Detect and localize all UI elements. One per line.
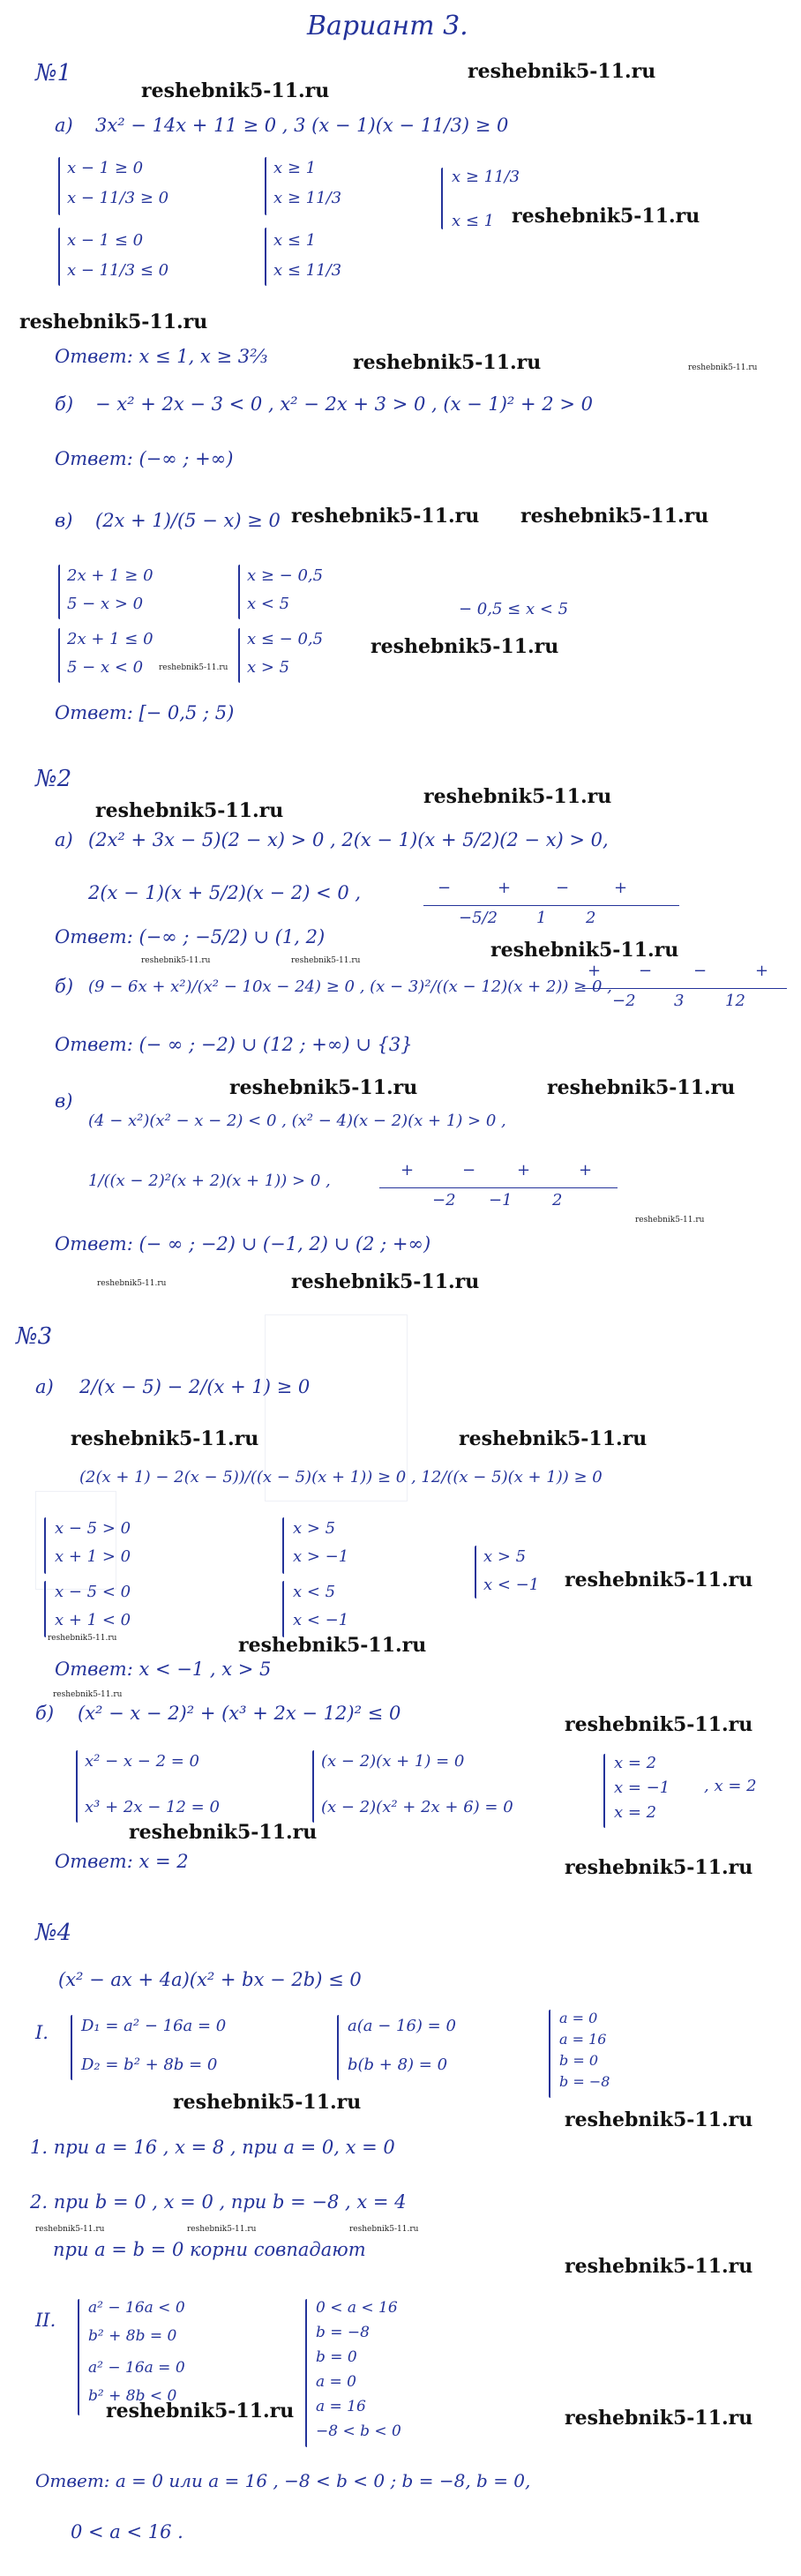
inequality: (4 − x²)(x² − x − 2) < 0 , (x² − 4)(x − 2)(x + 1) > 0 , <box>88 1112 506 1130</box>
system-brace <box>312 1750 314 1823</box>
watermark: reshebnik5-11.ru <box>95 799 284 822</box>
sign-axis: + − + + −2 −1 2 <box>379 1163 626 1233</box>
part-label: а) <box>55 829 73 850</box>
watermark: reshebnik5-11.ru <box>106 2400 295 2422</box>
system-line: a(a − 16) = 0 <box>348 2017 456 2035</box>
system-brace <box>58 157 60 215</box>
system-brace <box>549 2010 550 2098</box>
watermark: reshebnik5-11.ru <box>141 956 211 965</box>
system-line: x < 5 <box>293 1583 336 1601</box>
system-brace <box>603 1754 605 1828</box>
answer: Ответ: (− ∞ ; −2) ∪ (−1, 2) ∪ (2 ; +∞) <box>55 1233 431 1254</box>
watermark: reshebnik5-11.ru <box>565 2255 753 2278</box>
system-line: x ≥ 1 <box>273 159 317 177</box>
system-line: b = 0 <box>559 2052 598 2069</box>
watermark: reshebnik5-11.ru <box>468 60 656 83</box>
system-brace <box>282 1581 284 1637</box>
watermark: reshebnik5-11.ru <box>688 363 758 372</box>
system-line: b = −8 <box>316 2324 370 2341</box>
inequality: 1/((x − 2)²(x + 2)(x + 1)) > 0 , <box>88 1172 331 1190</box>
system-line: a² − 16a = 0 <box>88 2359 185 2377</box>
inequality: (2(x + 1) − 2(x − 5))/((x − 5)(x + 1)) ≥ 0 , 12/((x − 5)(x + 1)) ≥ 0 <box>79 1468 603 1486</box>
system-line: b = −8 <box>559 2073 610 2090</box>
system-brace <box>58 228 60 286</box>
task-number: №1 <box>35 60 72 86</box>
answer: Ответ: (− ∞ ; −2) ∪ (12 ; +∞) ∪ {3} <box>55 1034 413 1055</box>
system-line: D₂ = b² + 8b = 0 <box>81 2056 218 2074</box>
watermark: reshebnik5-11.ru <box>129 1821 318 1844</box>
solution-line: при a = b = 0 корни совпадают <box>53 2239 366 2260</box>
task-number: №3 <box>16 1323 53 1350</box>
system-line: a = 0 <box>316 2373 357 2391</box>
system-line: x < 5 <box>247 595 290 613</box>
system-line: a = 0 <box>559 2010 598 2026</box>
system-brace <box>441 168 443 229</box>
case-label: I. <box>35 2022 49 2043</box>
system-brace <box>71 2015 72 2080</box>
watermark: reshebnik5-11.ru <box>565 2407 753 2430</box>
system-line: 0 < a < 16 <box>316 2299 398 2317</box>
system-line: x < −1 <box>293 1611 349 1629</box>
result: , x = 2 <box>704 1777 757 1795</box>
watermark: reshebnik5-11.ru <box>423 785 612 808</box>
system-brace <box>475 1546 476 1599</box>
system-line: 2x + 1 ≤ 0 <box>67 630 153 648</box>
background-grid <box>35 1491 116 1590</box>
case-label: II. <box>35 2310 56 2331</box>
inequality: 2/(x − 5) − 2/(x + 1) ≥ 0 <box>79 1376 311 1397</box>
system-brace <box>44 1517 46 1574</box>
system-line: x > −1 <box>293 1547 349 1566</box>
system-line: x − 1 ≤ 0 <box>67 231 144 250</box>
system-brace <box>44 1581 46 1637</box>
system-line: a = 16 <box>559 2031 607 2048</box>
system-line: x³ + 2x − 12 = 0 <box>85 1798 220 1816</box>
inequality: (x² − x − 2)² + (x³ + 2x − 12)² ≤ 0 <box>78 1703 401 1724</box>
watermark: reshebnik5-11.ru <box>48 1634 117 1643</box>
watermark: reshebnik5-11.ru <box>53 1690 123 1699</box>
system-brace <box>337 2015 339 2080</box>
inequality: 3x² − 14x + 11 ≥ 0 , 3 (x − 1)(x − 11/3) ≥ 0 <box>95 115 509 136</box>
part-label: в) <box>55 510 73 531</box>
system-line: 5 − x > 0 <box>67 595 144 613</box>
watermark: reshebnik5-11.ru <box>238 1634 427 1657</box>
system-line: x − 11/3 ≥ 0 <box>67 189 169 207</box>
system-line: x ≤ 1 <box>273 231 317 250</box>
watermark: reshebnik5-11.ru <box>229 1076 418 1099</box>
answer: 0 < a < 16 . <box>71 2521 183 2542</box>
system-brace <box>78 2299 79 2415</box>
system-line: a² − 16a < 0 <box>88 2299 185 2317</box>
answer: Ответ: a = 0 или a = 16 , −8 < b < 0 ; b = −8, b = 0, <box>35 2470 531 2491</box>
system-line: x ≥ 11/3 <box>452 168 520 186</box>
system-line: 2x + 1 ≥ 0 <box>67 566 153 585</box>
system-line: b = 0 <box>316 2348 357 2366</box>
system-line: (x − 2)(x + 1) = 0 <box>321 1752 465 1771</box>
system-brace <box>238 565 240 619</box>
watermark: reshebnik5-11.ru <box>291 505 480 528</box>
system-line: x + 1 < 0 <box>55 1611 131 1629</box>
watermark: reshebnik5-11.ru <box>565 1856 753 1879</box>
part-label: а) <box>35 1376 54 1397</box>
watermark: reshebnik5-11.ru <box>512 205 700 228</box>
system-line: x > 5 <box>247 658 290 677</box>
system-line: x > 5 <box>293 1519 336 1538</box>
watermark: reshebnik5-11.ru <box>97 1279 167 1288</box>
watermark: reshebnik5-11.ru <box>291 956 361 965</box>
watermark: reshebnik5-11.ru <box>565 1713 753 1736</box>
watermark: reshebnik5-11.ru <box>547 1076 736 1099</box>
sign-axis: − + − + −5/2 1 2 <box>423 880 688 951</box>
answer: Ответ: x = 2 <box>55 1851 189 1872</box>
part-label: б) <box>55 976 74 997</box>
watermark: reshebnik5-11.ru <box>565 2108 753 2131</box>
system-line: b² + 8b < 0 <box>88 2387 177 2405</box>
watermark: reshebnik5-11.ru <box>159 663 228 672</box>
watermark: reshebnik5-11.ru <box>371 635 559 658</box>
system-line: (x − 2)(x² + 2x + 6) = 0 <box>321 1798 513 1816</box>
solution-line: 2. при b = 0 , x = 0 , при b = −8 , x = 4 <box>30 2191 407 2213</box>
answer: Ответ: [− 0,5 ; 5) <box>55 702 235 723</box>
system-line: x + 1 > 0 <box>55 1547 131 1566</box>
part-label: в) <box>55 1090 73 1112</box>
watermark: reshebnik5-11.ru <box>349 2225 419 2234</box>
inequality: − x² + 2x − 3 < 0 , x² − 2x + 3 > 0 , (x − 1)² + 2 > 0 <box>95 393 593 415</box>
answer: Ответ: (−∞ ; +∞) <box>55 448 234 469</box>
system-brace <box>305 2299 307 2447</box>
inequality: 2(x − 1)(x + 5/2)(x − 2) < 0 , <box>88 882 362 903</box>
system-line: −8 < b < 0 <box>316 2422 401 2440</box>
solution-line: 1. при a = 16 , x = 8 , при a = 0, x = 0 <box>30 2137 395 2158</box>
part-label: б) <box>35 1703 55 1724</box>
system-line: x < −1 <box>483 1576 540 1594</box>
answer: Ответ: x ≤ 1, x ≥ 3⅔ <box>55 346 268 367</box>
system-line: a = 16 <box>316 2398 366 2415</box>
system-line: x > 5 <box>483 1547 527 1566</box>
system-line: b² + 8b = 0 <box>88 2327 177 2345</box>
system-line: x = 2 <box>614 1754 657 1772</box>
watermark: reshebnik5-11.ru <box>19 311 208 333</box>
page-title: Вариант 3. <box>307 11 468 41</box>
system-line: x − 1 ≥ 0 <box>67 159 144 177</box>
watermark: reshebnik5-11.ru <box>635 1216 705 1224</box>
part-label: а) <box>55 115 73 136</box>
system-line: 5 − x < 0 <box>67 658 144 677</box>
watermark: reshebnik5-11.ru <box>35 2225 105 2234</box>
system-line: x = −1 <box>614 1778 670 1797</box>
watermark: reshebnik5-11.ru <box>173 2091 362 2114</box>
watermark: reshebnik5-11.ru <box>71 1427 259 1450</box>
system-brace <box>58 565 60 619</box>
answer: Ответ: (−∞ ; −5/2) ∪ (1, 2) <box>55 926 326 947</box>
inequality: (2x + 1)/(5 − x) ≥ 0 <box>95 510 281 531</box>
system-line: x − 5 < 0 <box>55 1583 131 1601</box>
system-line: D₁ = a² − 16a = 0 <box>81 2017 227 2035</box>
inequality: (9 − 6x + x²)/(x² − 10x − 24) ≥ 0 , (x − 3)²/((x − 12)(x + 2)) ≥ 0 , <box>88 977 612 996</box>
watermark: reshebnik5-11.ru <box>187 2225 257 2234</box>
system-line: x = 2 <box>614 1803 657 1822</box>
system-brace <box>265 157 266 215</box>
watermark: reshebnik5-11.ru <box>459 1427 648 1450</box>
system-line: x ≤ − 0,5 <box>247 630 324 648</box>
task-number: №4 <box>35 1920 72 1946</box>
inequality: (2x² + 3x − 5)(2 − x) > 0 , 2(x − 1)(x + 5/2)(2 − x) > 0, <box>88 829 609 850</box>
watermark: reshebnik5-11.ru <box>291 1270 480 1293</box>
watermark: reshebnik5-11.ru <box>520 505 709 528</box>
system-brace <box>265 228 266 286</box>
system-line: x ≤ 11/3 <box>273 261 342 280</box>
result: − 0,5 ≤ x < 5 <box>459 600 569 618</box>
system-line: x ≥ 11/3 <box>273 189 342 207</box>
system-brace <box>76 1750 78 1823</box>
watermark: reshebnik5-11.ru <box>565 1569 753 1591</box>
answer: Ответ: x < −1 , x > 5 <box>55 1659 272 1680</box>
watermark: reshebnik5-11.ru <box>141 79 330 102</box>
system-line: x² − x − 2 = 0 <box>85 1752 199 1771</box>
system-line: b(b + 8) = 0 <box>348 2056 448 2074</box>
system-line: x ≥ − 0,5 <box>247 566 324 585</box>
sign-axis: + − − + −2 3 12 <box>582 963 794 1034</box>
system-brace <box>238 628 240 683</box>
task-number: №2 <box>35 766 72 792</box>
system-line: x − 11/3 ≤ 0 <box>67 261 169 280</box>
system-line: x − 5 > 0 <box>55 1519 131 1538</box>
watermark: reshebnik5-11.ru <box>353 351 542 374</box>
watermark: reshebnik5-11.ru <box>490 939 679 962</box>
inequality: (x² − ax + 4a)(x² + bx − 2b) ≤ 0 <box>58 1969 362 1990</box>
system-brace <box>282 1517 284 1574</box>
system-brace <box>58 628 60 683</box>
system-line: x ≤ 1 <box>452 212 495 230</box>
part-label: б) <box>55 393 74 415</box>
